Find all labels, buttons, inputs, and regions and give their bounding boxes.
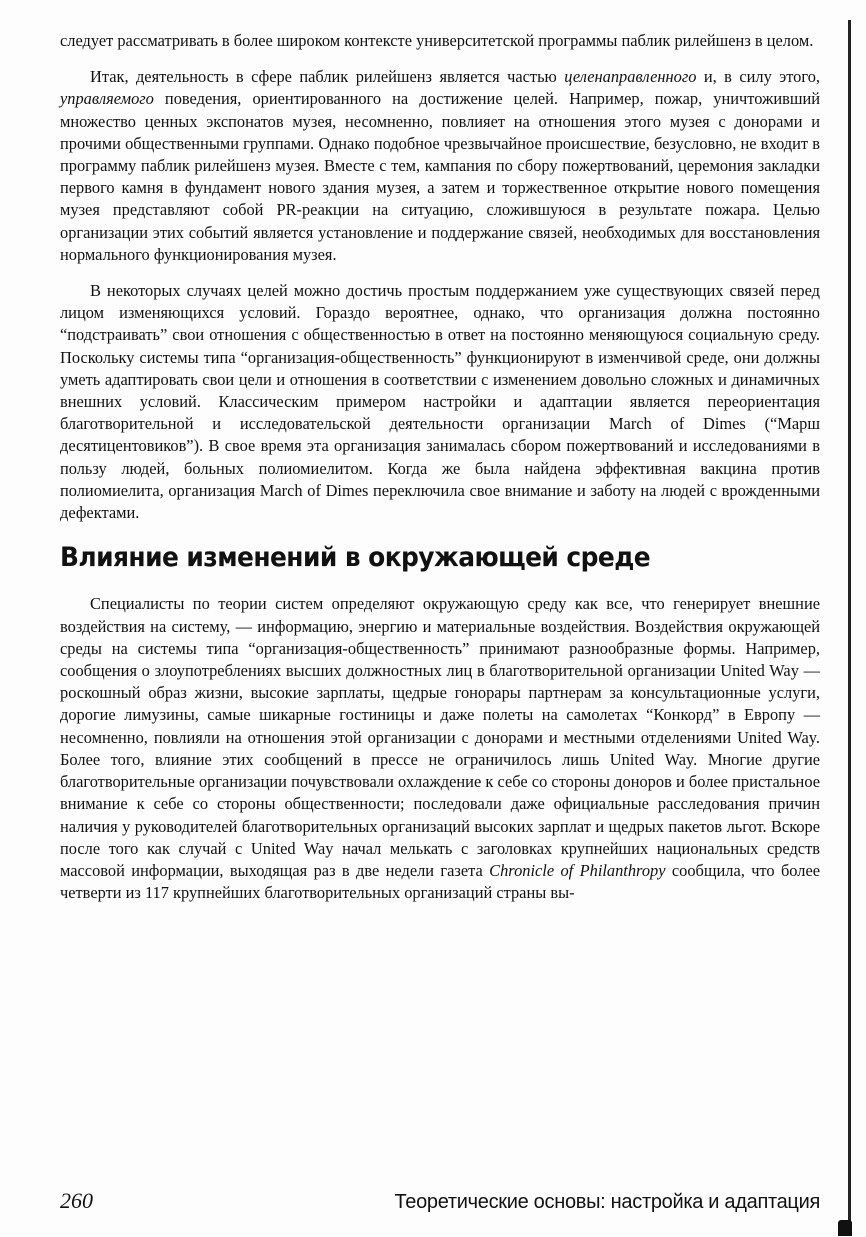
italic-text: целенаправленного — [564, 67, 697, 87]
paragraph: В некоторых случаях целей можно достичь простым поддержанием уже существующих связей перед лицом изменяющихся условий. Гораздо вероятнее, однако, что организация должна постоянно “подстраивать” свои отношения с общественностью в ответ на постоянно меняющуюся социальную среду. Поскольку системы типа “организация-общественность” функционируют в изменчивой среде, они должны уметь адаптировать свои цели и отношения в соответствии с изменением довольно сложных и динамичных внешних условий. Классическим примером настройки и адаптации является переориентация благотворительной и исследовательской деятельности организации March of Dimes (“Марш десятицентовиков”). В свое время эта организация занималась сбором пожертвований и исследованиями в пользу людей, больных полиомиелитом. Когда же была найдена эффективная вакцина против полиомиелита, организация March of Dimes переключила свое внимание и заботу на людей с врожденными дефектами. — [60, 281, 820, 523]
italic-text: управляемого — [60, 89, 154, 109]
text-run: поведения, ориентированного на достижение целей. Например, пожар, уничтоживший множество ценных экспонатов музея, несомненно, повлияет на отношения этого музея с донорами и прочими общественными группами. Однако подобное чрезвычайное происшествие, безусловно, не входит в программу паблик рилейшенз музея. Вместе с тем, кампания по сбору пожертвований, церемония закладки первого камня в фундамент нового здания музея, а затем и торжественное открытие нового помещения музея представляют собой PR-реакции на ситуацию, сложившуюся в результате пожара. Целью организации этих событий является установление и поддержание связей, необходимых для восстановления нормального функционирования музея. — [60, 89, 820, 264]
running-title: Теоретические основы: настройка и адаптация — [394, 1191, 820, 1213]
scan-corner-mark — [838, 1220, 852, 1236]
italic-text: Chronicle of Philanthropy — [489, 860, 666, 880]
bottom-paragraphs — [60, 593, 820, 904]
page-footer — [60, 1188, 820, 1218]
paragraph — [60, 593, 820, 904]
text-run: сообщила, что более четверти из 117 крупнейших благотворительных организаций страны вы- — [60, 860, 820, 903]
paragraph: следует рассматривать в более широком контексте университетской программы паблик рилейшенз в целом. — [60, 31, 814, 50]
paragraph — [60, 66, 820, 266]
text-column — [60, 30, 820, 904]
text-run: Специалисты по теории систем определяют окружающую среду как все, что генерирует внешние воздействия на систему, — информацию, энергию и материальные воздействия. Воздействия окружающей среды на системы типа “организация-общественность” принимают разнообразные формы. Например, сообщения о злоупотреблениях высших должностных лиц в благотворительной организации United Way — роскошный образ жизни, высокие зарплаты, щедрые гонорары партнерам за консультационные услуги, дорогие лимузины, самые шикарные гостиницы и даже полеты на самолетах “Конкорд” в Европу — несомненно, повлияли на отношения этой организации с донорами и местными отделениями United Way. Более того, влияние этих сообщений в прессе не ограничилось лишь United Way. Многие другие благотворительные организации почувствовали охлаждение к себе со стороны доноров и более пристальное внимание к себе со стороны общественности; последовали даже официальные расследования причин наличия у руководителей благотворительных организаций высоких зарплат и щедрых пакетов льгот. Вскоре после того как случай с United Way начал мелькать с заголовках крупнейших национальных средств массовой информации, выходящая раз в две недели газета — [60, 594, 820, 880]
top-paragraphs — [60, 30, 820, 524]
text-run: и, в силу этого, — [696, 67, 820, 87]
section-heading: Влияние изменений в окружающей среде — [60, 542, 651, 574]
page-number: 260 — [60, 1188, 93, 1213]
text-run: Итак, деятельность в сфере паблик рилейшенз является частью — [90, 67, 565, 87]
scan-edge-rule — [848, 20, 851, 1235]
